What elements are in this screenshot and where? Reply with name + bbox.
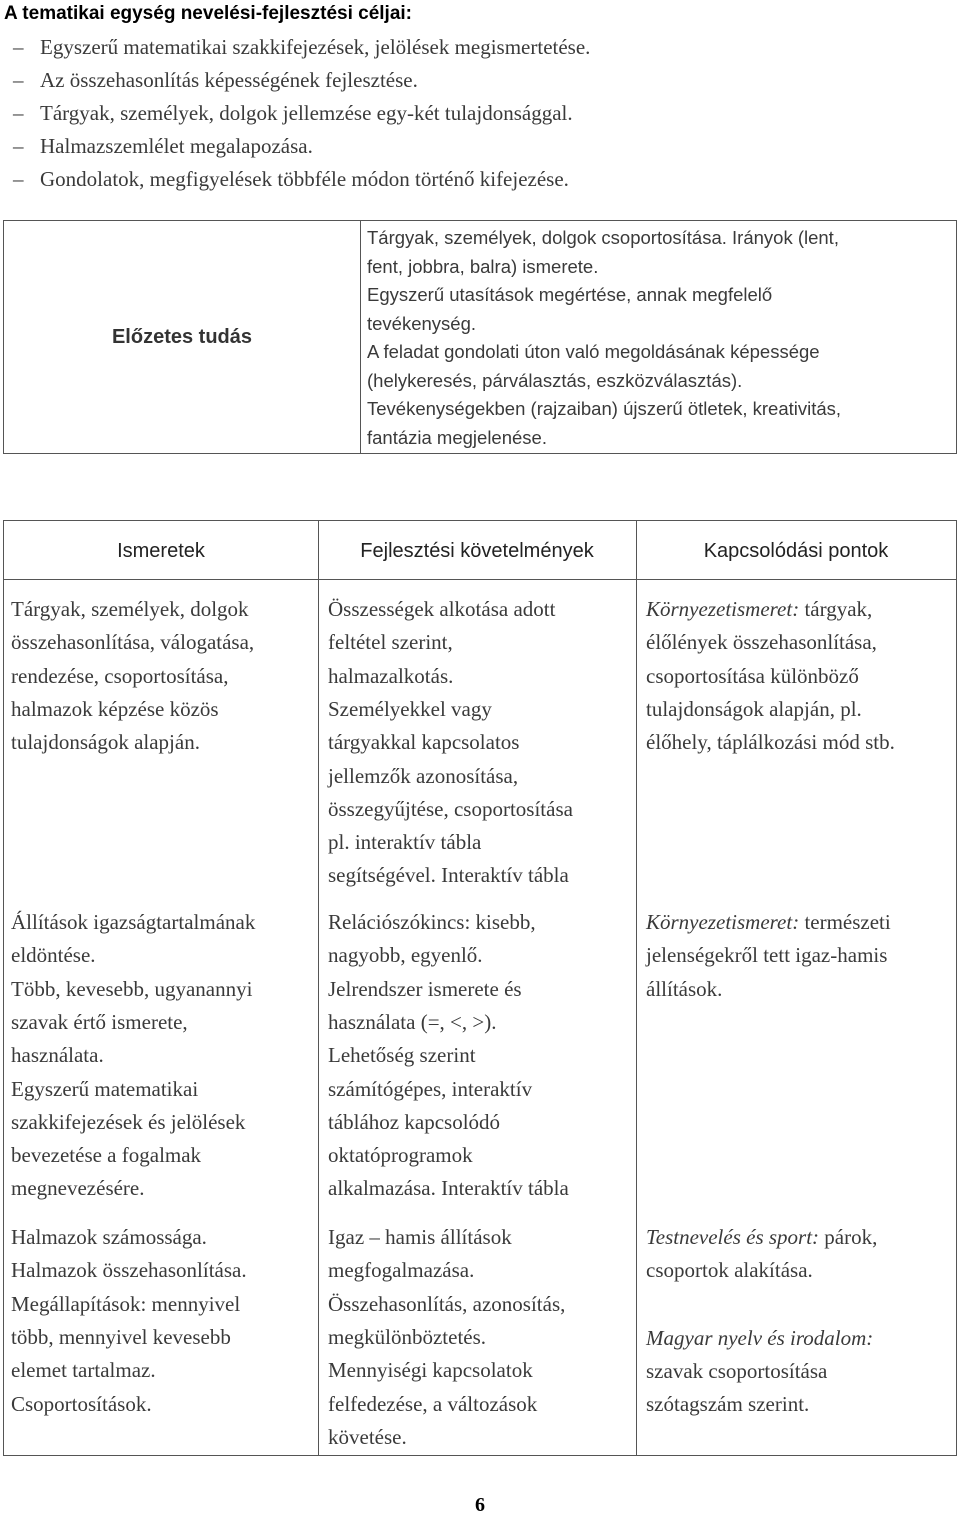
knowledge-line: Halmazok számossága. bbox=[11, 1225, 207, 1249]
requirement-line: pl. interaktív tábla bbox=[328, 830, 482, 855]
connection-line bbox=[646, 1355, 827, 1388]
knowledge-line: Tárgyak, személyek, dolgok bbox=[11, 597, 249, 621]
connection-text: csoportok alakítása. bbox=[646, 1258, 813, 1283]
goal-item bbox=[13, 163, 590, 196]
goal-text: Halmazszemlélet megalapozása. bbox=[40, 134, 313, 158]
goal-text: Egyszerű matematikai szakkifejezések, jelölések megismertetése. bbox=[40, 35, 591, 59]
prior-knowledge-line: Tevékenységekben (rajzaiban) újszerű ötletek, kreativitás, bbox=[367, 398, 842, 419]
knowledge-line: több, mennyivel kevesebb bbox=[11, 1324, 231, 1349]
knowledge-line: Halmazok összehasonlítása. bbox=[11, 1258, 247, 1283]
prior-knowledge-line: fent, jobbra, balra) ismerete. bbox=[367, 255, 599, 277]
connection-line bbox=[646, 726, 895, 759]
knowledge-line: halmazok képzése közös bbox=[11, 696, 219, 721]
knowledge-line: Egyszerű matematikai bbox=[11, 1076, 199, 1101]
requirement-line: nagyobb, egyenlő. bbox=[328, 943, 483, 968]
connection-text: jelenségekről tett igaz-hamis bbox=[646, 943, 888, 968]
connection-text: élőlények összehasonlítása, bbox=[646, 630, 877, 655]
requirement-line: Lehetőség szerint bbox=[328, 1043, 476, 1068]
connection-line bbox=[646, 906, 891, 939]
goal-item bbox=[13, 64, 590, 97]
column-divider bbox=[636, 521, 637, 1455]
prior-knowledge-table bbox=[3, 220, 957, 454]
connection-line bbox=[646, 939, 887, 972]
prior-knowledge-line: (helykeresés, párválasztás, eszközválasztás). bbox=[367, 369, 743, 391]
column-header-requirements: Fejlesztési követelmények bbox=[360, 540, 594, 562]
connection-line bbox=[646, 1254, 813, 1287]
section-heading: A tematikai egység nevelési-fejlesztési céljai: bbox=[4, 3, 412, 24]
requirement-line: Igaz – hamis állítások bbox=[328, 1225, 512, 1249]
connection-line bbox=[646, 1388, 809, 1421]
requirement-line: táblához kapcsolódó bbox=[328, 1109, 501, 1134]
requirement-line: halmazalkotás. bbox=[328, 663, 454, 688]
knowledge-line: eldöntése. bbox=[11, 943, 96, 968]
prior-knowledge-label: Előzetes tudás bbox=[4, 221, 361, 453]
connection-text: párok, bbox=[819, 1225, 878, 1249]
knowledge-line: Megállapítások: mennyivel bbox=[11, 1291, 241, 1316]
requirement-line: összegyűjtése, csoportosítása bbox=[328, 796, 573, 821]
prior-knowledge-text bbox=[367, 224, 957, 452]
goal-text: Az összehasonlítás képességének fejlesztése. bbox=[40, 68, 418, 92]
requirement-line: megfogalmazása. bbox=[328, 1258, 475, 1283]
knowledge-line: elemet tartalmaz. bbox=[11, 1358, 156, 1383]
requirement-line: Összességek alkotása adott bbox=[328, 597, 556, 621]
dash-glyph: – bbox=[13, 35, 24, 59]
knowledge-line: szakkifejezések és jelölések bbox=[11, 1109, 246, 1134]
requirement-line: Mennyiségi kapcsolatok bbox=[328, 1358, 533, 1383]
connection-text: csoportosítása különböző bbox=[646, 663, 859, 688]
connection-line bbox=[646, 1322, 873, 1355]
subject-name: Testnevelés és sport: bbox=[646, 1225, 820, 1249]
knowledge-line: Több, kevesebb, ugyanannyi bbox=[11, 976, 253, 1001]
dash-glyph: – bbox=[13, 68, 24, 92]
column-divider bbox=[318, 521, 319, 1455]
requirement-line: Jelrendszer ismerete és bbox=[328, 976, 522, 1001]
connection-text: tárgyak, bbox=[799, 597, 873, 621]
knowledge-line: szavak értő ismerete, bbox=[11, 1009, 188, 1034]
header-divider bbox=[4, 579, 956, 580]
connection-text: tulajdonságok alapján, pl. bbox=[646, 696, 862, 721]
page-number: 6 bbox=[475, 1494, 485, 1516]
goal-item bbox=[13, 31, 591, 64]
connection-line bbox=[646, 593, 872, 626]
column-header-knowledge: Ismeretek bbox=[117, 540, 205, 562]
connection-text: szótagszám szerint. bbox=[646, 1392, 810, 1417]
requirement-line: jellemzők azonosítása, bbox=[328, 763, 519, 788]
curriculum-table bbox=[3, 520, 957, 1456]
connection-line bbox=[646, 973, 722, 1006]
knowledge-line: tulajdonságok alapján. bbox=[11, 730, 200, 755]
connection-line bbox=[646, 693, 862, 726]
subject-name: Környezetismeret: bbox=[646, 597, 800, 621]
connection-line bbox=[646, 1221, 877, 1254]
dash-glyph: – bbox=[13, 101, 24, 125]
knowledge-line: összehasonlítása, válogatása, bbox=[11, 630, 255, 655]
goal-item bbox=[13, 97, 590, 130]
requirement-line: megkülönböztetés. bbox=[328, 1324, 487, 1349]
dash-glyph: – bbox=[13, 167, 24, 191]
requirement-line: tárgyakkal kapcsolatos bbox=[328, 730, 520, 755]
subject-name: Környezetismeret: bbox=[646, 910, 800, 934]
requirement-line: felfedezése, a változások bbox=[328, 1391, 538, 1416]
goal-text: Gondolatok, megfigyelések többféle módon történő kifejezése. bbox=[40, 167, 569, 191]
goal-text: Tárgyak, személyek, dolgok jellemzése egy-két tulajdonsággal. bbox=[40, 101, 573, 125]
subject-name: Magyar nyelv és irodalom: bbox=[646, 1325, 874, 1350]
column-header-connections: Kapcsolódási pontok bbox=[703, 540, 889, 562]
requirement-line: feltétel szerint, bbox=[328, 630, 453, 655]
requirement-line: Személyekkel vagy bbox=[328, 696, 492, 721]
knowledge-line: használata. bbox=[11, 1043, 104, 1068]
prior-knowledge-line: fantázia megjelenése. bbox=[367, 426, 547, 448]
requirement-line: Relációszókincs: kisebb, bbox=[328, 910, 536, 934]
requirement-line: oktatóprogramok bbox=[328, 1143, 473, 1168]
prior-knowledge-line: Tárgyak, személyek, dolgok csoportosítása. Irányok (lent, bbox=[367, 227, 839, 248]
knowledge-line: megnevezésére. bbox=[11, 1176, 145, 1201]
connection-text: szavak csoportosítása bbox=[646, 1358, 828, 1383]
connection-line bbox=[646, 660, 859, 693]
knowledge-line: Állítások igazságtartalmának bbox=[11, 910, 256, 934]
knowledge-line: Csoportosítások. bbox=[11, 1391, 152, 1416]
connection-text: élőhely, táplálkozási mód stb. bbox=[646, 730, 895, 755]
requirement-line: Összehasonlítás, azonosítás, bbox=[328, 1291, 566, 1316]
connection-text: természeti bbox=[799, 910, 891, 934]
knowledge-line: bevezetése a fogalmak bbox=[11, 1143, 202, 1168]
connection-text: állítások. bbox=[646, 976, 723, 1001]
requirement-line: számítógépes, interaktív bbox=[328, 1076, 533, 1101]
requirement-line: használata (=, <, >). bbox=[328, 1009, 497, 1034]
requirement-line: segítségével. Interaktív tábla bbox=[328, 863, 569, 888]
connection-line bbox=[646, 626, 877, 659]
requirement-line: alkalmazása. Interaktív tábla bbox=[328, 1176, 569, 1201]
goal-item bbox=[13, 130, 590, 163]
requirement-line: követése. bbox=[328, 1424, 407, 1449]
goals-list bbox=[13, 31, 591, 196]
knowledge-line: rendezése, csoportosítása, bbox=[11, 663, 229, 688]
dash-glyph: – bbox=[13, 134, 24, 158]
prior-knowledge-line: Egyszerű utasítások megértése, annak megfelelő bbox=[367, 284, 773, 305]
prior-knowledge-line: A feladat gondolati úton való megoldásának képessége bbox=[367, 341, 820, 362]
prior-knowledge-line: tevékenység. bbox=[367, 312, 477, 334]
